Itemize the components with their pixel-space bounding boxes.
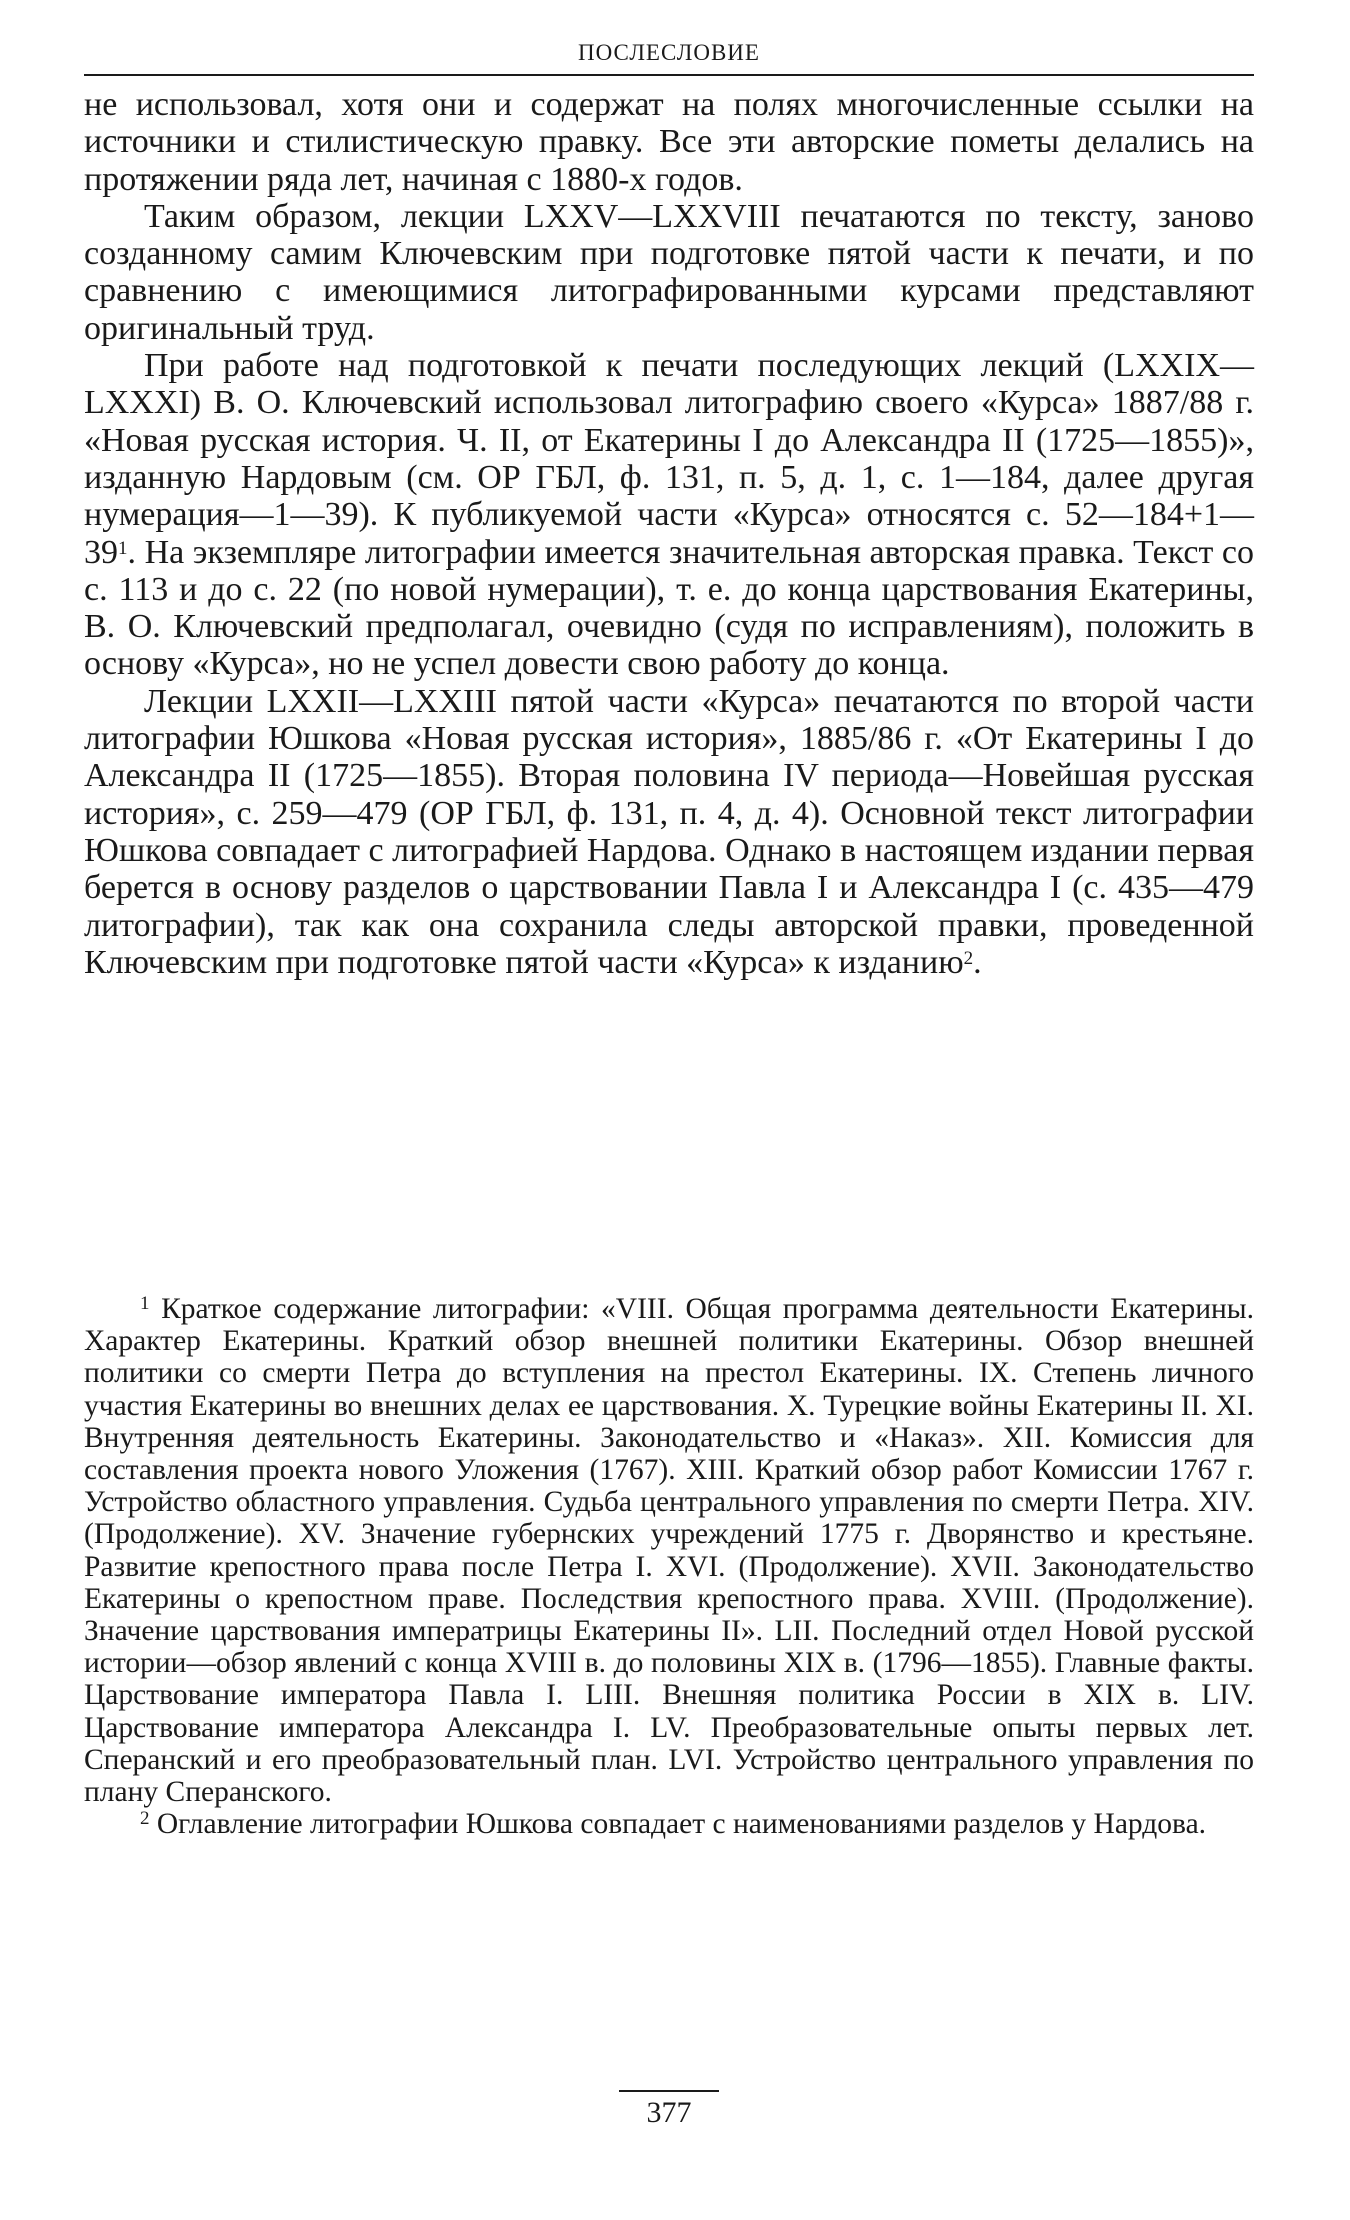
paragraph — [84, 683, 1254, 981]
footnote-text: Оглавление литографии Юшкова совпадает с наименованиями разделов у Нардова. — [156, 1808, 1207, 1841]
main-text — [84, 86, 1254, 981]
footnote-reference: 2 — [963, 947, 974, 969]
paragraph — [84, 347, 1254, 683]
paragraph-text: При работе над подготовкой к печати последующих лекций (LXXIX—LXXXI) В. О. Ключевский использовал литографию своего «Курса» 1887/88 г. «Новая русская история. Ч. II, от Екатерины I до Александра II (1725—1855)», изданную Нардовым (см. ОР ГБЛ, ф. 131, п. 5, д. 1, с. 1—184, далее другая нумерация—1—39). К публикуемой части «Курса» относятся с. 52—184+1—39 — [84, 347, 1254, 571]
footnote-mark: 1 — [140, 1293, 150, 1314]
footnote-reference: 1 — [118, 537, 128, 559]
paragraph-text: Таким образом, лекции LXXV—LXXVIII печатаются по тексту, заново созданному самим Ключевским при подготовке пятой части к печати, и по сравнению с имеющимися литографированными курсами представляют оригинальный труд. — [84, 197, 1254, 347]
paragraph — [84, 198, 1254, 347]
page-footer — [84, 2090, 1254, 2132]
book-page — [84, 38, 1255, 2129]
paragraph-text: . На экземпляре литографии имеется значительная авторская правка. Текст со с. 113 и до с. 22 (по новой нумерации), т. е. до конца царствования Екатерины, В. О. Ключевский предполагал, очевидно (судя по исправлениям), положить в основу «Курса», но не успел довести свою работу до конца. — [84, 533, 1254, 683]
footnote — [84, 1293, 1254, 1808]
paragraph-text: . — [973, 943, 982, 981]
folio-rule — [619, 2090, 719, 2092]
footnote — [84, 1808, 1254, 1840]
running-head: ПОСЛЕСЛОВИЕ — [578, 40, 760, 65]
page-number: 377 — [646, 2096, 692, 2129]
header-rule — [84, 74, 1254, 76]
paragraph-text: Лекции LXXII—LXXIII пятой части «Курса» печатаются по второй части литографии Юшкова «Новая русская история», 1885/86 г. «От Екатерины I до Александра II (1725—1855). Вторая половина IV периода—Новейшая русская история», с. 259—479 (ОР ГБЛ, ф. 131, п. 4, д. 4). Основной текст литографии Юшкова совпадает с литографией Нардова. Однако в настоящем издании первая берется в основу разделов о царствовании Павла I и Александра I (с. 435—479 литографии), так как она сохранила следы авторской правки, проведенной Ключевским при подготовке пятой части «Курса» к изданию — [84, 682, 1254, 981]
footnotes — [84, 1293, 1254, 1840]
footnote-text: Краткое содержание литографии: «VIII. Общая программа деятельности Екатерины. Характер Екатерины. Краткий обзор внешней политики Екатерины. Обзор внешней политики со смерти Петра до вступления на престол Екатерины. IX. Степень личного участия Екатерины во внешних делах ее царствования. X. Турецкие войны Екатерины II. XI. Внутренняя деятельность Екатерины. Законодательство и «Наказ». XII. Комиссия для составления проекта нового Уложения (1767). XIII. Краткий обзор работ Комиссии 1767 г. Устройство областного управления. Судьба центрального управления по смерти Петра. XIV. (Продолжение). XV. Значение губернских учреждений 1775 г. Дворянство и крестьяне. Развитие крепостного права после Петра I. XVI. (Продолжение). XVII. Законодательство Екатерины о крепостном праве. Последствия крепостного права. XVIII. (Продолжение). Значение царствования императрицы Екатерины II». LII. Последний отдел Новой русской истории—обзор явлений с конца XVIII в. до половины XIX в. (1796—1855). Главные факты. Царствование императора Павла I. LIII. Внешняя политика России в XIX в. LIV. Царствование императора Александра I. LV. Преобразовательные опыты первых лет. Сперанский и его преобразовательный план. LVI. Устройство центрального управления по плану Сперанского. — [84, 1293, 1255, 1809]
footnote-mark: 2 — [140, 1808, 150, 1830]
paragraph-text: не использовал, хотя они и содержат на полях многочисленные ссылки на источники и стилистическую правку. Все эти авторские пометы делались на протяжении ряда лет, начиная с 1880-х годов. — [84, 86, 1254, 198]
paragraph — [84, 86, 1254, 198]
